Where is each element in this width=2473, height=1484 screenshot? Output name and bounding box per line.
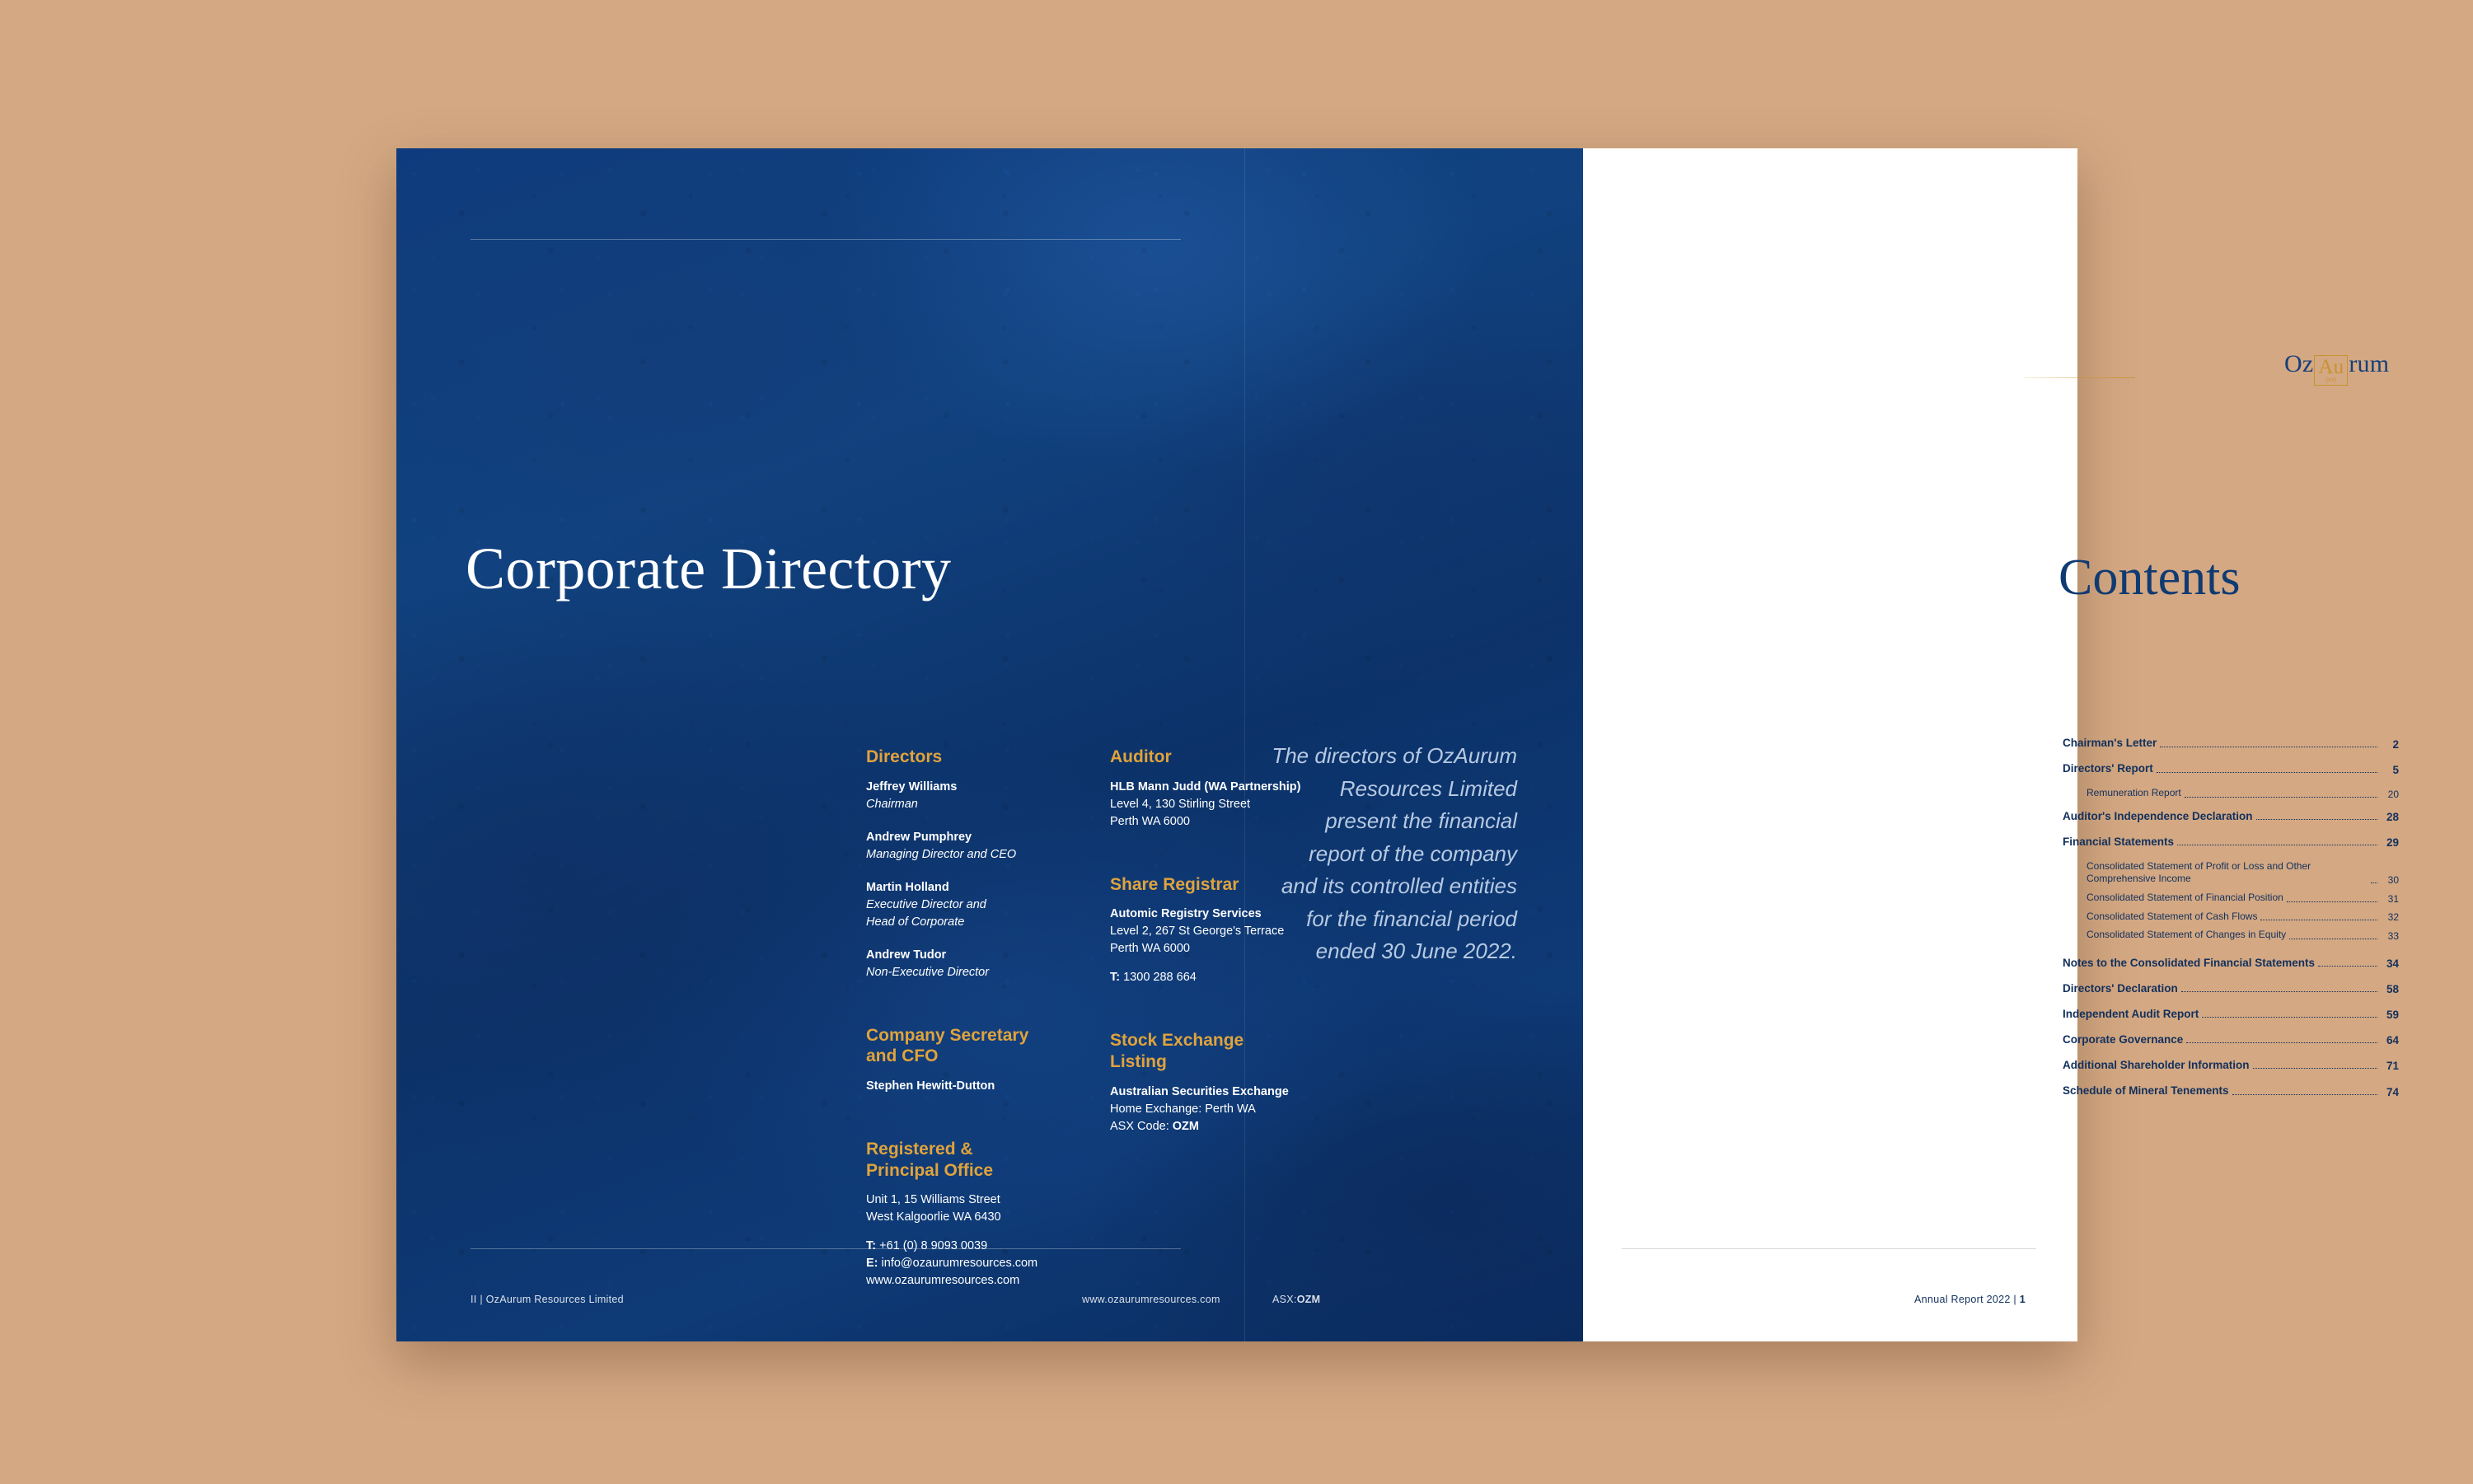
toc-label: Directors' Report (2063, 762, 2153, 775)
toc-page-number: 30 (2387, 873, 2399, 886)
director-name: Andrew Tudor (866, 948, 947, 962)
toc-item-directors-report[interactable] (2063, 761, 2399, 776)
footer-asx-code (1272, 1294, 1320, 1305)
toc-page-number: 74 (2386, 1085, 2399, 1098)
toc-item-consolidated-statement-financial-position[interactable] (2063, 892, 2399, 905)
toc-leader-dots (2232, 1094, 2377, 1095)
director-name: Martin Holland (866, 880, 949, 894)
footer-asx-label: ASX: (1272, 1294, 1297, 1305)
director-name: Jeffrey Williams (866, 779, 958, 793)
contents-footer-page: 1 (2019, 1294, 2026, 1305)
toc-leader-dots (2185, 797, 2377, 798)
toc-leader-dots (2186, 1042, 2377, 1043)
toc-item-corporate-governance[interactable] (2063, 1032, 2399, 1047)
section-heading-registered-office: Registered & Principal Office (866, 1139, 994, 1180)
toc-label: Consolidated Statement of Cash Flows (2087, 910, 2258, 922)
logo-wordmark (2284, 350, 2389, 384)
registered-office-address (866, 1191, 1089, 1290)
toc-page-number: 34 (2386, 957, 2399, 971)
director-role: Non-Executive Director (866, 965, 990, 979)
director-entry (866, 879, 1089, 931)
toc-label: Directors' Declaration (2063, 981, 2178, 995)
toc-item-chairmans-letter[interactable] (2063, 736, 2399, 751)
page-gutter-divider (1244, 148, 1245, 1341)
footer-left: II | OzAurum Resources Limited (471, 1294, 624, 1305)
logo-element-symbol: Au (2318, 356, 2344, 378)
footer-asx-value: OZM (1296, 1294, 1321, 1305)
section-heading-stock-exchange: Stock Exchange Listing (1110, 1031, 1244, 1071)
toc-page-number: 59 (2386, 1009, 2399, 1022)
office-website: www.ozaurumresources.com (866, 1274, 1020, 1288)
toc-leader-dots (2181, 991, 2377, 992)
share-registrar-address-line: Perth WA 6000 (1110, 942, 1190, 956)
section-heading-company-secretary: Company Secretary and CFO (866, 1025, 1029, 1066)
share-registrar-address-line: Level 2, 267 St George's Terrace (1110, 925, 1285, 939)
toc-item-consolidated-statement-changes-equity[interactable] (2063, 929, 2399, 942)
contents-footer (1914, 1294, 2026, 1305)
toc-item-notes-to-consolidated-financial-statements[interactable] (2063, 956, 2399, 971)
stock-exchange-name: Australian Securities Exchange (1110, 1084, 1289, 1098)
contents-title: Contents (2058, 550, 2241, 606)
top-rule (471, 239, 1181, 240)
toc-leader-dots (2371, 882, 2377, 883)
directors-intro-statement: The directors of OzAurum Resources Limited present the financial report of the company and its controlled entities for the financial period ended 30 June 2022. (1272, 743, 1517, 964)
toc-leader-dots (2157, 772, 2377, 773)
toc-item-independent-audit-report[interactable] (2063, 1007, 2399, 1022)
asx-code-label: ASX Code: (1110, 1119, 1173, 1133)
toc-page-number: 31 (2387, 892, 2399, 905)
toc-label: Consolidated Statement of Profit or Loss and Other Comprehensive Income (2087, 859, 2311, 885)
office-email: E: info@ozaurumresources.com (866, 1257, 1038, 1271)
toc-page-number: 5 (2392, 763, 2399, 776)
toc-label: Notes to the Consolidated Financial Statements (2063, 956, 2316, 969)
logo-element-box (2314, 355, 2348, 386)
toc-label: Independent Audit Report (2063, 1007, 2199, 1020)
toc-page-number: 29 (2386, 836, 2399, 850)
director-entry (866, 947, 1089, 981)
toc-item-directors-declaration[interactable] (2063, 981, 2399, 996)
toc-item-remuneration-report[interactable] (2063, 787, 2399, 800)
section-heading-directors: Directors (866, 747, 943, 766)
contents-page (1583, 148, 2077, 1341)
auditor-address-line: Level 4, 130 Stirling Street (1110, 797, 1251, 811)
home-exchange-line: Home Exchange: Perth WA (1110, 1102, 1256, 1116)
toc-leader-dots (2253, 1068, 2377, 1069)
toc-page-number: 28 (2386, 811, 2399, 824)
toc-item-schedule-of-mineral-tenements[interactable] (2063, 1084, 2399, 1098)
asx-code-value: OZM (1172, 1119, 1199, 1133)
toc-item-consolidated-statement-cash-flows[interactable] (2063, 911, 2399, 924)
document-spread (396, 148, 2399, 1341)
office-email-value: info@ozaurumresources.com (878, 1257, 1038, 1271)
toc-label: Financial Statements (2063, 835, 2175, 848)
share-registrar-phone: T: 1300 288 664 (1110, 971, 1197, 985)
director-role: Chairman (866, 797, 918, 811)
toc-leader-dots (2256, 819, 2377, 820)
toc-leader-dots (2287, 901, 2377, 902)
director-role: Managing Director and CEO (866, 847, 1017, 861)
toc-label: Additional Shareholder Information (2063, 1058, 2250, 1071)
toc-page-number: 64 (2386, 1034, 2399, 1047)
logo-prefix: Oz (2284, 350, 2314, 377)
office-phone-value: +61 (0) 8 9093 0039 (876, 1239, 988, 1253)
toc-page-number: 20 (2387, 788, 2399, 800)
toc-item-auditors-independence-declaration[interactable] (2063, 809, 2399, 824)
toc-page-number: 2 (2392, 737, 2399, 751)
address-line: West Kalgoorlie WA 6430 (866, 1210, 1001, 1224)
section-heading-auditor: Auditor (1110, 747, 1172, 766)
page-title: Corporate Directory (466, 536, 952, 602)
logo-element-number: (xx) (2325, 377, 2337, 383)
stock-exchange-entry (1110, 1084, 1357, 1135)
toc-leader-dots (2202, 1017, 2377, 1018)
corporate-directory-page (396, 148, 1583, 1341)
toc-item-consolidated-statement-profit-loss[interactable] (2063, 860, 2399, 886)
office-phone: T: +61 (0) 8 9093 0039 (866, 1239, 988, 1253)
toc-label: Remuneration Report (2087, 787, 2181, 799)
contents-footer-rule (1622, 1248, 2036, 1249)
share-registrar-phone-value: 1300 288 664 (1120, 971, 1197, 985)
toc-item-additional-shareholder-information[interactable] (2063, 1058, 2399, 1073)
toc-item-financial-statements[interactable] (2063, 835, 2399, 850)
toc-page-number: 32 (2387, 911, 2399, 924)
table-of-contents (2063, 736, 2399, 1109)
director-entry (866, 829, 1089, 864)
director-entry (866, 779, 1089, 813)
toc-label: Consolidated Statement of Changes in Equity (2087, 929, 2287, 941)
ozaurum-logo (2284, 350, 2389, 384)
toc-label: Schedule of Mineral Tenements (2063, 1084, 2229, 1097)
toc-label: Consolidated Statement of Financial Position (2087, 891, 2283, 903)
toc-page-number: 33 (2387, 929, 2399, 942)
directory-column-1 (866, 747, 1089, 1290)
contents-footer-label: Annual Report 2022 | (1914, 1294, 2020, 1305)
section-heading-share-registrar: Share Registrar (1110, 874, 1239, 894)
toc-page-number: 71 (2386, 1060, 2399, 1073)
footer-website: www.ozaurumresources.com (1082, 1294, 1220, 1305)
auditor-address-line: Perth WA 6000 (1110, 814, 1190, 828)
logo-suffix: rum (2349, 350, 2390, 377)
toc-leader-dots (2318, 966, 2377, 967)
director-role: Executive Director and Head of Corporate (866, 897, 986, 929)
auditor-name: HLB Mann Judd (WA Partnership) (1110, 779, 1301, 793)
toc-label: Auditor's Independence Declaration (2063, 809, 2253, 822)
toc-label: Chairman's Letter (2063, 737, 2157, 749)
share-registrar-name: Automic Registry Services (1110, 907, 1262, 921)
company-secretary-name: Stephen Hewitt-Dutton (866, 1079, 995, 1093)
address-line: Unit 1, 15 Williams Street (866, 1193, 1000, 1207)
director-name: Andrew Pumphrey (866, 830, 972, 844)
logo-accent-rule (2024, 377, 2135, 378)
company-secretary-entry (866, 1078, 1089, 1095)
toc-label: Corporate Governance (2063, 1032, 2184, 1046)
asx-code-line (1110, 1118, 1357, 1135)
toc-page-number: 58 (2386, 983, 2399, 996)
